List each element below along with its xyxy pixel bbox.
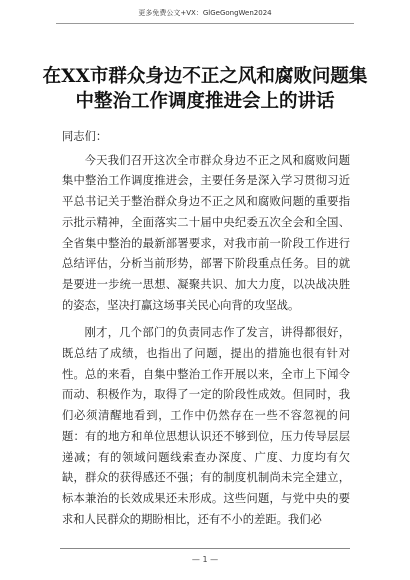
page-number: — 1 —	[191, 555, 219, 564]
title-line-2: 中整治工作调度推进会上的讲话	[75, 91, 335, 112]
footer-divider	[60, 548, 350, 549]
salutation: 同志们：	[62, 130, 108, 143]
document-title	[40, 64, 370, 114]
paragraph-1: 今天我们召开这次全市群众身边不正之风和腐败问题集中整治工作调度推进会，主要任务是深入学习贯彻习近平总书记关于整治群众身边不正之风和腐败问题的重要指示批示精神，全面落实二十届中央纪委五次全会和全国、全省集中整治的最新部署要求，对我市前一阶段工作进行总结评估，分析当前形势，部署下阶段重点任务。目的就是要进一步统一思想、凝聚共识、加大力度，以决战决胜的姿态，坚决打赢这场事关民心向背的攻坚战。	[62, 153, 350, 312]
paragraph-2: 刚才，几个部门的负责同志作了发言，讲得都很好，既总结了成绩，也指出了问题，提出的措施也很有针对性。总的来看，自集中整治工作开展以来，全市上下闻令而动、积极作为，取得了一定的阶段性成效。但同时，我们必须清醒地看到，工作中仍然存在一些不容忽视的问题：有的地方和单位思想认识还不够到位，压力传导层层递减；有的领域问题线索查办深度、广度、力度均有欠缺，群众的获得感还不强；有的制度机制尚未完全建立，标本兼治的长效成果还未形成。这些问题，与党中央的要求和人民群众的期盼相比，还有不小的差距。我们必	[62, 326, 350, 526]
header-divider	[56, 23, 354, 24]
header-note: 更多免费公文+VX：GlGeGongWen2024	[138, 9, 272, 17]
document-body	[62, 127, 350, 530]
title-line-1: 在XX市群众身边不正之风和腐败问题集	[42, 66, 368, 87]
